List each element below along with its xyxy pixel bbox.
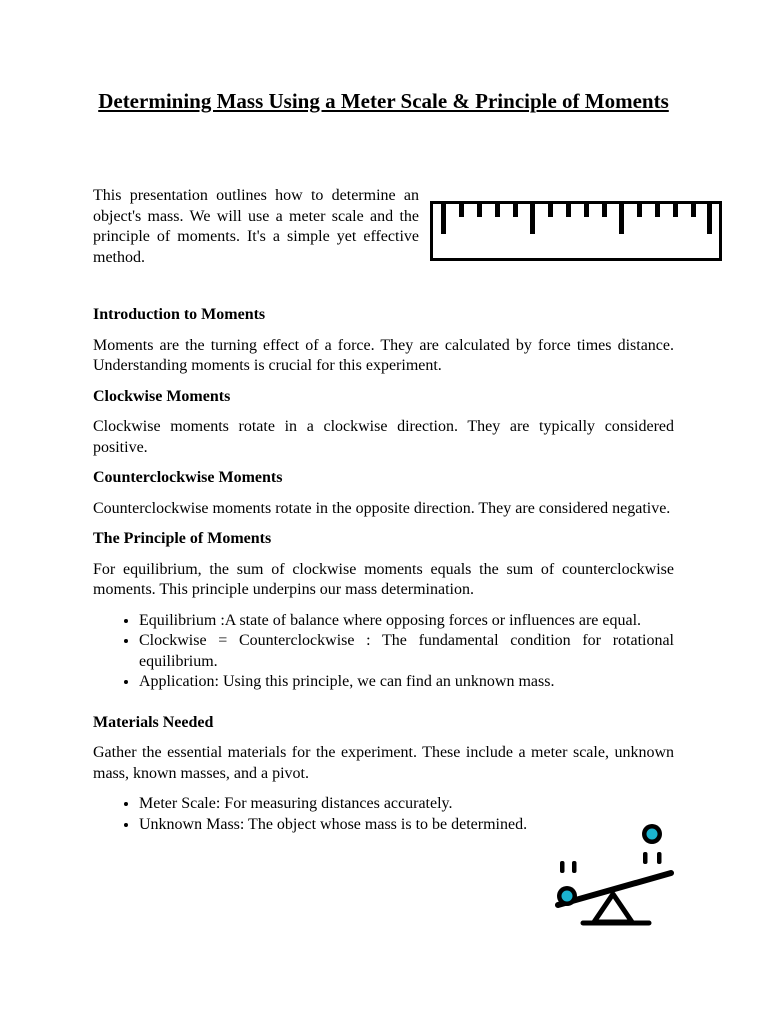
paragraph-introduction-to-moments: Moments are the turning effect of a force. They are calculated by force times distance. Understanding moments is crucial for this experiment. (93, 336, 674, 374)
intro-paragraph: This presentation outlines how to determine an object's mass. We will use a meter scale and the principle of moments. It's a simple yet effective method. (93, 187, 419, 266)
list-item: • Unknown Mass: The object whose mass is to be determined. (139, 815, 543, 836)
list-item: • Equilibrium :A state of balance where opposing forces or influences are equal. (139, 611, 674, 632)
paragraph-counterclockwise-moments: Counterclockwise moments rotate in the opposite direction. They are considered negative. (93, 499, 671, 517)
principle-bullet-list (93, 611, 674, 693)
paragraph-principle-of-moments: For equilibrium, the sum of clockwise moments equals the sum of counterclockwise moments. This principle underpins our mass determination. (93, 560, 674, 598)
main-content (93, 305, 674, 835)
heading-counterclockwise-moments: Counterclockwise Moments (93, 469, 283, 486)
ruler-icon (430, 201, 722, 267)
heading-introduction-to-moments: Introduction to Moments (93, 306, 266, 323)
heading-clockwise-moments: Clockwise Moments (93, 387, 231, 405)
materials-bullet-list (93, 794, 543, 835)
list-item: • Meter Scale: For measuring distances accurately. (139, 794, 543, 815)
heading-materials-needed: Materials Needed (93, 713, 214, 731)
list-item: • Clockwise = Counterclockwise : The fundamental condition for rotational equilibrium. (139, 631, 674, 672)
paragraph-clockwise-moments: Clockwise moments rotate in a clockwise direction. They are typically considered positive. (93, 418, 674, 456)
paragraph-materials-needed: Gather the essential materials for the experiment. These include a meter scale, unknown mass, known masses, and a pivot. (93, 744, 674, 782)
seesaw-balance-icon (553, 822, 677, 933)
list-item: • Application: Using this principle, we can find an unknown mass. (139, 672, 674, 693)
page-title: Determining Mass Using a Meter Scale & Principle of Moments (98, 89, 669, 113)
heading-principle-of-moments: The Principle of Moments (93, 530, 272, 547)
